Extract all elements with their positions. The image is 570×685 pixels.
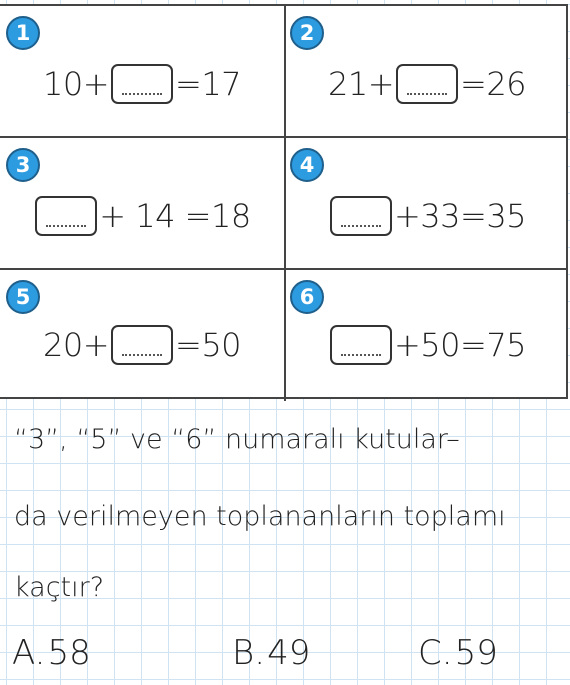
equation-1: [0, 64, 284, 104]
option-a-value: 58: [47, 633, 91, 673]
option-b[interactable]: [232, 633, 310, 673]
equation-1-right: =17: [175, 65, 242, 103]
option-a[interactable]: [12, 633, 91, 673]
question-line-3: kaçtır?: [14, 572, 105, 603]
blank-box-2[interactable]: [396, 64, 458, 104]
problem-cell-6: [286, 270, 568, 401]
equation-6-right: +50=75: [393, 326, 527, 364]
equation-5-right: =50: [175, 326, 242, 364]
equation-5: [0, 325, 284, 365]
option-b-letter: B.: [232, 633, 266, 673]
blank-box-4[interactable]: [330, 196, 392, 236]
blank-box-1[interactable]: [111, 64, 173, 104]
number-badge-3: 3: [6, 148, 40, 182]
equation-4: [286, 196, 568, 236]
equation-4-right: +33=35: [393, 197, 527, 235]
option-c-letter: C.: [418, 633, 453, 673]
blank-box-5[interactable]: [111, 325, 173, 365]
option-c[interactable]: [418, 633, 498, 673]
number-badge-2: 2: [290, 16, 324, 50]
blank-box-6[interactable]: [330, 325, 392, 365]
equation-3: [0, 196, 284, 236]
problem-cell-3: [0, 138, 286, 270]
problem-cell-5: [0, 270, 286, 401]
option-b-value: 49: [267, 633, 311, 673]
equation-2: [286, 64, 568, 104]
equation-1-left: 10+: [42, 65, 109, 103]
number-badge-5: 5: [6, 280, 40, 314]
problem-table: [0, 4, 568, 399]
equation-6: [286, 325, 568, 365]
option-a-letter: A.: [12, 633, 46, 673]
number-badge-4: 4: [290, 148, 324, 182]
problem-cell-1: [0, 6, 286, 138]
number-badge-6: 6: [290, 280, 324, 314]
option-c-value: 59: [454, 633, 498, 673]
equation-5-left: 20+: [42, 326, 109, 364]
number-badge-1: 1: [6, 16, 40, 50]
question-line-1: “3”, “5” ve “6” numaralı kutular–: [14, 424, 460, 455]
problem-cell-4: [286, 138, 568, 270]
question-line-2: da verilmeyen toplananların toplamı: [14, 501, 506, 532]
equation-2-left: 21+: [327, 65, 394, 103]
blank-box-3[interactable]: [35, 196, 97, 236]
equation-3-right: + 14 =18: [99, 197, 251, 235]
problem-cell-2: [286, 6, 568, 138]
equation-2-right: =26: [460, 65, 527, 103]
